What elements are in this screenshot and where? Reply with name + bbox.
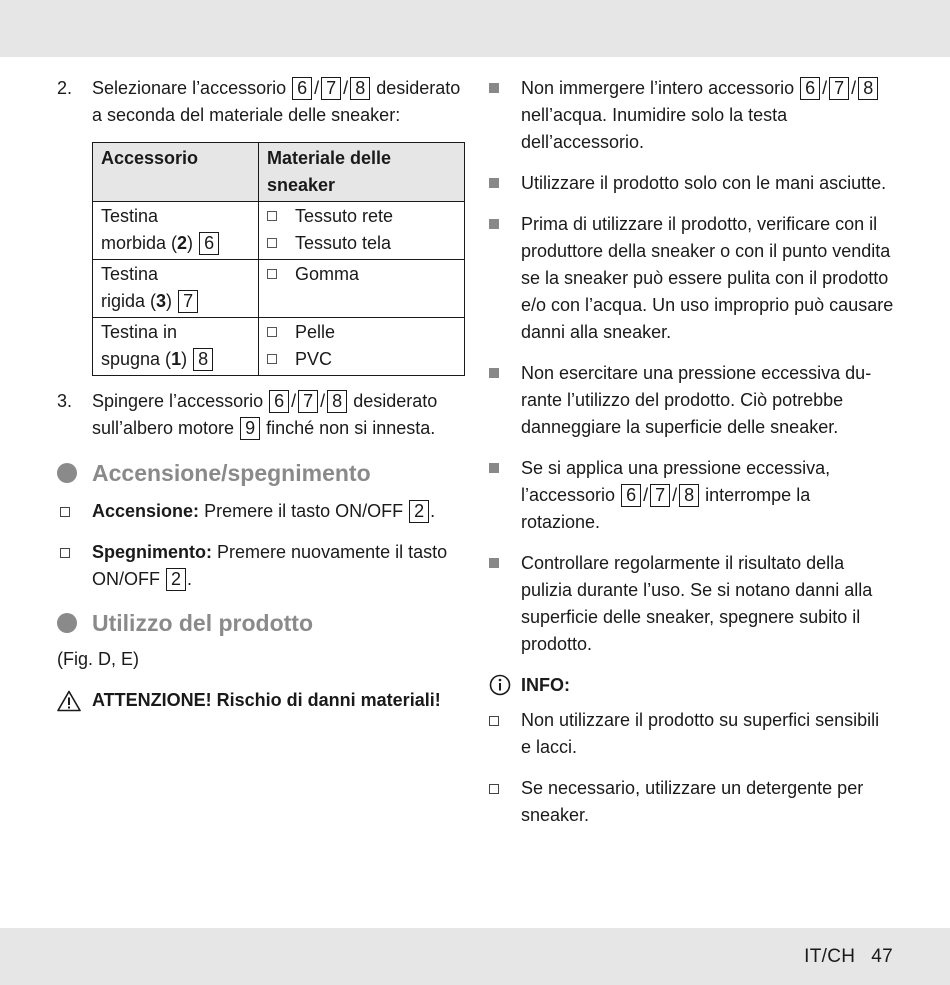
part-number: 2 — [177, 233, 188, 253]
table-header-row — [93, 143, 465, 202]
item-text: Utilizzare il prodotto solo con le mani asciutte. — [521, 173, 887, 193]
ref-box: 8 — [679, 484, 699, 507]
checkbox-icon — [267, 269, 277, 279]
checkbox-icon — [267, 211, 277, 221]
right-column — [489, 75, 894, 829]
material: Pelle — [295, 322, 336, 342]
ref-box: 8 — [350, 77, 370, 100]
step-text: Selezionare l’accessorio — [92, 78, 287, 98]
ref-box: 2 — [166, 568, 186, 591]
warning-text: ATTENZIONE! Rischio di danni materiali! — [92, 690, 441, 710]
step-2: 2. Selezionare l’accessorio 6 / 7 / 8 desiderato a seconda del materiale delle sneaker: — [57, 75, 467, 129]
instruction-text: Premere il tasto ON/OFF — [204, 501, 404, 521]
left-column — [57, 75, 467, 714]
section-heading — [57, 458, 467, 488]
checkbox-icon — [267, 238, 277, 248]
table-header: Materiale delle sneaker — [259, 143, 465, 202]
step-3: 3. Spingere l’accessorio 6 / 7 / 8 desiderato sull’albero motore 9 finché non si innesta. — [57, 388, 467, 442]
ref-box: 8 — [858, 77, 878, 100]
ref-box: 7 — [298, 390, 318, 413]
material: Tessuto rete — [295, 206, 394, 226]
cell-text: Testina in — [101, 322, 178, 342]
ref-box: 2 — [409, 500, 429, 523]
punct: . — [430, 501, 436, 521]
material: Tessuto tela — [295, 233, 392, 253]
part-number: 1 — [171, 349, 182, 369]
list-item: Se si applica una pressione eccessiva, l’accessorio 6 / 7 / 8 interrompe la rotazione. — [489, 455, 894, 536]
part-number: 3 — [156, 291, 167, 311]
accessory-table — [92, 142, 465, 376]
cell-text: morbida ( — [101, 233, 178, 253]
instruction-on — [57, 498, 467, 525]
page-number: 47 — [871, 946, 893, 967]
table-row — [93, 202, 465, 260]
item-text: interrompe la rotazione. — [521, 485, 811, 532]
ref-box: 6 — [199, 232, 219, 255]
item-text: Non esercitare una pressione eccessiva durante l’utilizzo del prodotto. Ciò potrebbe danneggiare la superficie delle sneaker. — [521, 363, 872, 437]
warning — [57, 687, 467, 714]
ref-box: 7 — [829, 77, 849, 100]
page-footer — [804, 943, 893, 970]
ref-box: 7 — [178, 290, 198, 313]
ref-box: 7 — [650, 484, 670, 507]
info-icon — [489, 674, 511, 696]
checkbox-icon — [60, 548, 70, 558]
item-text: nell’acqua. Inumidire solo la testa dell’accessorio. — [521, 105, 788, 152]
item-text: Prima di utilizzare il prodotto, verificare con il produttore della sneaker o con il punto vendita se la sneaker può essere pulita con il prodotto e/o con l’acqua. Un uso improprio può causare danni alla sneaker. — [521, 214, 894, 342]
accessory-cell — [93, 318, 259, 376]
header-band — [0, 0, 950, 57]
square-bullet-icon — [489, 463, 499, 473]
list-item: Non immergere l’intero accessorio 6 / 7 / 8 nell’acqua. Inumidire solo la testa dell’accessorio. — [489, 75, 894, 156]
material: Gomma — [295, 264, 360, 284]
cell-text: Testina — [101, 264, 159, 284]
figure-reference: (Fig. D, E) — [57, 649, 140, 669]
info-item — [489, 707, 894, 761]
ref-box: 7 — [321, 77, 341, 100]
step-number: 3. — [57, 391, 73, 411]
item-text: Se si applica una pressione eccessiva, l’accessorio — [521, 458, 831, 505]
square-bullet-icon — [489, 219, 499, 229]
ref-box: 6 — [269, 390, 289, 413]
table-row — [93, 260, 465, 318]
section-title: Accensione/spegnimento — [92, 460, 371, 486]
bullet-dot-icon — [57, 613, 77, 633]
checkbox-icon — [267, 327, 277, 337]
punct: . — [187, 569, 193, 589]
cell-text: ) — [181, 349, 188, 369]
checkbox-icon — [60, 507, 70, 517]
square-bullet-icon — [489, 368, 499, 378]
cell-text: spugna ( — [101, 349, 172, 369]
checkbox-icon — [489, 784, 499, 794]
checkbox-icon — [267, 354, 277, 364]
step-text: desiderato a seconda del materiale delle sneaker: — [92, 78, 461, 125]
material-cell — [259, 260, 465, 318]
item-text: Non immergere l’intero accessorio — [521, 78, 795, 98]
material: PVC — [295, 349, 333, 369]
bullet-dot-icon — [57, 463, 77, 483]
step-text: Spingere l’accessorio — [92, 391, 264, 411]
list-item — [489, 360, 894, 441]
language-code: IT/CH — [804, 946, 856, 967]
instruction-label: Accensione: — [92, 501, 200, 521]
instruction-off — [57, 539, 467, 593]
square-bullet-icon — [489, 558, 499, 568]
ref-box: 6 — [621, 484, 641, 507]
info-heading — [489, 672, 894, 699]
material-cell — [259, 318, 465, 376]
cell-text: Testina — [101, 206, 159, 226]
square-bullet-icon — [489, 83, 499, 93]
instruction-text: Premere nuovamente il tasto ON/OFF — [92, 542, 448, 589]
material-cell — [259, 202, 465, 260]
checkbox-icon — [489, 716, 499, 726]
cell-text: ) — [166, 291, 173, 311]
ref-box: 6 — [800, 77, 820, 100]
accessory-cell — [93, 260, 259, 318]
section-heading — [57, 608, 467, 638]
accessory-cell — [93, 202, 259, 260]
warning-icon — [57, 690, 81, 712]
item-text: Non utilizzare il prodotto su superfici sensibili e lacci. — [521, 710, 880, 757]
ref-box: 6 — [292, 77, 312, 100]
step-text: desiderato sull’albero motore — [92, 391, 438, 438]
section-title: Utilizzo del prodotto — [92, 610, 314, 636]
square-bullet-icon — [489, 178, 499, 188]
list-item — [489, 170, 894, 197]
item-text: Se necessario, utilizzare un detergente per sneaker. — [521, 778, 864, 825]
table-row — [93, 318, 465, 376]
info-item — [489, 775, 894, 829]
cell-text: ) — [187, 233, 194, 253]
ref-box: 8 — [327, 390, 347, 413]
instruction-label: Spegnimento: — [92, 542, 212, 562]
cell-text: rigida ( — [101, 291, 157, 311]
ref-box: 9 — [240, 417, 260, 440]
info-label: INFO: — [521, 675, 570, 695]
item-text: Controllare regolarmente il risultato della pulizia durante l’uso. Se si notano danni alla superficie delle sneaker, spegnere subito il prodotto. — [521, 553, 873, 654]
list-item — [489, 211, 894, 346]
table-header: Accessorio — [93, 143, 259, 202]
list-item — [489, 550, 894, 658]
step-text: finché non si innesta. — [266, 418, 436, 438]
ref-box: 8 — [193, 348, 213, 371]
step-number: 2. — [57, 78, 73, 98]
